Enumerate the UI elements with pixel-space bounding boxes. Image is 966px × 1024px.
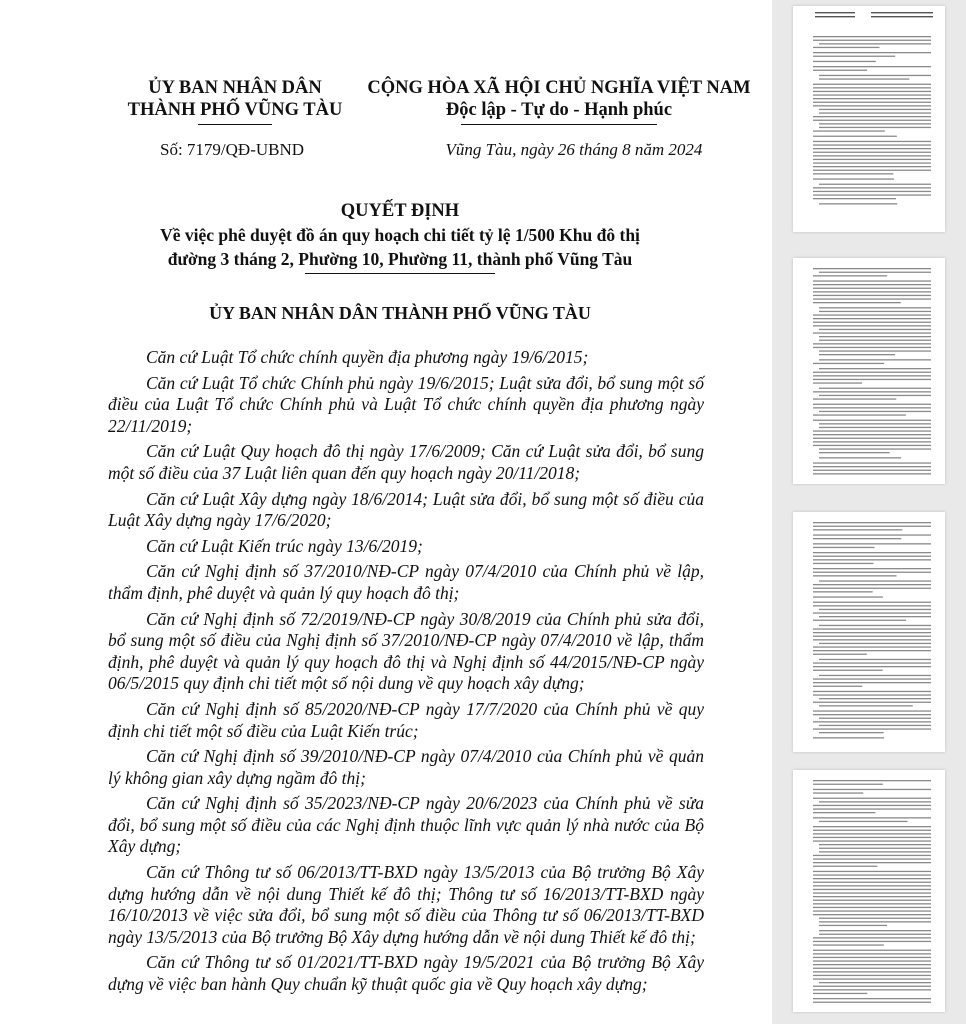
legal-basis-paragraph: Căn cứ Thông tư số 01/2021/TT-BXD ngày 19/5/2021 của Bộ trưởng Bộ Xây dựng về việc ban hành Quy chuẩn kỹ thuật quốc gia về Quy hoạch xây dựng; [108, 952, 704, 995]
thumbnail-text-line [813, 993, 867, 994]
page-thumbnail-4[interactable] [793, 770, 945, 1012]
thumbnail-text-line [813, 120, 931, 121]
thumbnail-text-line [813, 194, 931, 195]
thumbnail-text-line [813, 375, 931, 376]
thumbnail-text-line [813, 691, 931, 692]
thumbnail-text-line [813, 438, 931, 439]
thumbnail-text-line [813, 817, 931, 818]
subtitle-line-1: Về việc phê duyệt đồ án quy hoạch chi tiết tỷ lệ 1/500 Khu đô thị [160, 225, 640, 245]
thumbnail-text-line [813, 632, 931, 633]
thumbnail-text-line [813, 944, 884, 945]
thumbnail-text-line [819, 311, 931, 312]
nation-motto: Độc lập - Tự do - Hạnh phúc [445, 100, 673, 120]
thumbnail-text-line [813, 136, 897, 137]
thumbnail-preview-lines [793, 512, 945, 752]
thumbnail-text-line [813, 441, 931, 442]
thumbnail-text-line [813, 343, 931, 344]
thumbnail-text-line [813, 682, 931, 683]
thumbnail-text-line [813, 971, 931, 972]
thumbnail-text-line [813, 896, 931, 897]
thumbnail-text-line [813, 964, 931, 965]
thumbnail-text-line [813, 639, 931, 640]
thumbnail-text-line [813, 591, 873, 592]
page-thumbnail-2[interactable] [793, 258, 945, 484]
thumbnail-text-line [813, 953, 931, 954]
thumbnail-text-line [819, 109, 931, 110]
thumbnail-text-line [813, 892, 931, 893]
thumbnail-text-line [819, 851, 931, 852]
thumbnail-text-line [813, 792, 863, 793]
thumbnail-text-line [813, 391, 931, 392]
thumbnail-text-line [813, 837, 931, 838]
agency-underline [198, 124, 272, 125]
thumbnail-text-line [819, 659, 931, 660]
thumbnail-text-line [819, 354, 895, 355]
decision-title: QUYẾT ĐỊNH [340, 201, 460, 221]
thumbnail-text-line [813, 605, 931, 606]
thumbnail-text-line [819, 609, 931, 610]
thumbnail-text-line [813, 462, 931, 463]
legal-basis-paragraph: Căn cứ Nghị định số 72/2019/NĐ-CP ngày 30/8/2019 của Chính phủ sửa đổi, bổ sung một số điều của Nghị định số 37/2010/NĐ-CP ngày 07/4/2010 về lập, thẩm định, phê duyệt và quản lý quy hoạch đô thị và Nghị định số 44/2015/NĐ-CP ngày 06/5/2015 quy định chi tiết một số nội dung về quy hoạch xây dựng; [108, 608, 704, 694]
thumbnail-text-line [813, 784, 883, 785]
thumbnail-text-line [819, 921, 931, 922]
thumbnail-text-line [813, 347, 931, 348]
thumbnail-text-line [819, 718, 931, 719]
thumbnail-text-line [813, 563, 873, 564]
thumbnail-text-line [813, 840, 931, 841]
issuing-agency [108, 77, 362, 125]
thumbnail-text-line [819, 821, 908, 822]
thumbnail-text-line [819, 930, 931, 931]
thumbnail-text-line [813, 812, 875, 813]
thumbnail-text-line [813, 198, 896, 199]
thumbnail-text-line [813, 295, 931, 296]
thumbnail-text-line [819, 123, 931, 124]
thumbnail-text-line [813, 575, 897, 576]
thumbnail-text-line [819, 307, 931, 308]
thumbnail-text-line [813, 654, 867, 655]
thumbnail-text-line [813, 568, 931, 569]
thumbnail-text-line [819, 329, 931, 330]
thumbnail-text-line [813, 636, 931, 637]
thumbnail-text-line [813, 302, 901, 303]
thumbnail-text-line [813, 721, 931, 722]
thumbnail-text-line [813, 960, 931, 961]
thumbnail-text-line [819, 934, 931, 935]
thumbnail-text-line [813, 275, 887, 276]
legal-basis-list [108, 347, 704, 1000]
thumbnail-text-line [813, 662, 931, 663]
thumbnail-text-line [813, 968, 931, 969]
thumbnail-text-line [813, 187, 931, 188]
thumbnail-text-line [813, 434, 931, 435]
thumbnail-text-line [813, 116, 931, 117]
thumbnail-text-line [819, 395, 931, 396]
page-thumbnail-3[interactable] [793, 512, 945, 752]
thumbnail-text-line [813, 686, 862, 687]
thumbnail-text-line [813, 678, 931, 679]
thumbnail-text-line [813, 98, 931, 99]
thumbnail-text-line [819, 336, 931, 337]
thumbnail-text-line [813, 56, 895, 57]
subtitle-underline [305, 273, 495, 274]
nation-line-1: CỘNG HÒA XÃ HỘI CHỦ NGHĨA VIỆT NAM [367, 78, 751, 98]
thumbnail-text-line [813, 144, 931, 145]
thumbnail-text-line [813, 914, 931, 915]
thumbnail-text-line [819, 725, 931, 726]
thumbnail-text-line [813, 105, 931, 106]
thumbnail-text-line [813, 170, 931, 171]
authority-heading: ỦY BAN NHÂN DÂN THÀNH PHỐ VŨNG TÀU [209, 303, 591, 323]
thumbnail-text-line [813, 612, 931, 613]
thumbnail-text-line [813, 322, 931, 323]
thumbnail-text-line [819, 75, 931, 76]
thumbnail-text-line [813, 141, 931, 142]
thumbnail-text-line [813, 84, 931, 85]
thumbnail-text-line [813, 155, 931, 156]
thumbnail-text-line [813, 473, 931, 474]
thumbnail-text-line [813, 314, 931, 315]
thumbnail-text-line [813, 191, 931, 192]
thumbnail-text-line [813, 534, 931, 535]
thumbnail-text-line [819, 848, 931, 849]
thumbnail-text-line [819, 705, 913, 706]
thumbnail-text-line [819, 925, 887, 926]
thumbnail-preview-lines [793, 6, 945, 232]
thumbnail-text-line [813, 808, 931, 809]
thumbnail-text-line [813, 805, 931, 806]
thumbnail-text-line [813, 650, 931, 651]
thumbnail-text-line [813, 780, 931, 781]
legal-basis-paragraph: Căn cứ Nghị định số 39/2010/NĐ-CP ngày 07/4/2010 của Chính phủ về quản lý không gian xây dựng ngầm đô thị; [108, 746, 704, 788]
thumbnail-text-line [813, 166, 931, 167]
thumbnail-text-line [813, 584, 931, 585]
thumbnail-text-line [813, 445, 931, 446]
agency-line-1: ỦY BAN NHÂN DÂN [148, 78, 322, 98]
thumbnail-text-line [813, 874, 931, 875]
agency-line-2: THÀNH PHỐ VŨNG TÀU [127, 100, 343, 120]
thumbnail-text-line [813, 878, 931, 879]
thumbnail-text-line [819, 982, 931, 983]
thumbnail-text-line [813, 268, 931, 269]
thumbnail-text-line [813, 543, 931, 544]
thumbnail-text-line [813, 866, 877, 867]
thumbnail-text-line [819, 643, 931, 644]
legal-basis-paragraph: Căn cứ Luật Xây dựng ngày 18/6/2014; Luật sửa đổi, bổ sung một số điều của Luật Xây dựng ngày 17/6/2020; [108, 488, 704, 531]
thumbnail-text-line [813, 470, 931, 471]
thumbnail-text-line [813, 937, 931, 938]
thumbnail-text-line [813, 798, 931, 799]
page-thumbnail-strip [772, 0, 966, 1024]
thumbnail-text-line [819, 411, 931, 412]
thumbnail-text-line [813, 466, 931, 467]
thumbnail-text-line [813, 862, 931, 863]
thumbnail-text-line [813, 94, 931, 95]
legal-basis-paragraph: Căn cứ Luật Quy hoạch đô thị ngày 17/6/2009; Căn cứ Luật sửa đổi, bổ sung một số điều của 37 Luật liên quan đến quy hoạch ngày 20/11/2018; [108, 441, 704, 483]
thumbnail-text-line [813, 398, 896, 399]
thumbnail-text-line [819, 448, 931, 449]
thumbnail-text-line [813, 420, 931, 421]
thumbnail-text-line [813, 620, 906, 621]
thumbnail-text-line [813, 602, 931, 603]
thumbnail-text-line [813, 280, 931, 281]
thumbnail-text-line [813, 379, 931, 380]
thumbnail-text-line [813, 666, 931, 667]
thumbnail-text-line [819, 675, 931, 676]
motto-underline [461, 124, 657, 125]
thumbnail-text-line [813, 628, 931, 629]
thumbnail-text-line [813, 47, 879, 48]
thumbnail-text-line [813, 694, 931, 695]
thumbnail-text-line [813, 646, 931, 647]
national-header [356, 77, 762, 125]
thumbnail-text-line [813, 152, 931, 153]
legal-basis-paragraph: Căn cứ Luật Tổ chức chính quyền địa phương ngày 19/6/2015; [146, 347, 589, 367]
thumbnail-text-line [813, 789, 931, 790]
thumbnail-text-line [813, 702, 931, 703]
thumbnail-text-line [813, 40, 931, 41]
thumbnail-text-line [819, 844, 931, 845]
thumbnail-preview-lines [793, 258, 945, 484]
thumbnail-text-line [813, 830, 931, 831]
thumbnail-preview-lines [793, 770, 945, 1012]
thumbnail-text-line [819, 203, 897, 204]
thumbnail-text-line [819, 427, 931, 428]
thumbnail-text-line [819, 698, 931, 699]
thumbnail-text-line [813, 318, 931, 319]
thumbnail-text-line [813, 957, 931, 958]
thumbnail-text-line [813, 1002, 931, 1003]
thumbnail-text-line [813, 871, 931, 872]
thumbnail-text-line [813, 556, 931, 557]
thumbnail-text-line [813, 325, 931, 326]
thumbnail-text-line [813, 284, 931, 285]
thumbnail-text-line [813, 670, 883, 671]
thumbnail-text-line [813, 826, 931, 827]
thumbnail-text-line [813, 52, 931, 53]
thumbnail-text-line [819, 350, 931, 351]
thumbnail-text-line [819, 732, 884, 733]
legal-basis-paragraph: Căn cứ Nghị định số 35/2023/NĐ-CP ngày 20/6/2023 của Chính phủ về sửa đổi, bổ sung một số điều của các Nghị định thuộc lĩnh vực quản lý nhà nước của Bộ Xây dựng; [108, 793, 704, 857]
thumbnail-text-line [819, 457, 901, 458]
thumbnail-text-line [813, 975, 931, 976]
thumbnail-text-line [813, 148, 931, 149]
thumbnail-text-line [819, 112, 931, 113]
thumbnail-text-line [813, 522, 931, 523]
thumbnail-text-line [813, 36, 931, 37]
thumbnail-text-line [819, 625, 931, 626]
thumbnail-text-line [813, 907, 931, 908]
legal-basis-paragraph: Căn cứ Nghị định số 37/2010/NĐ-CP ngày 07/4/2010 của Chính phủ về lập, thẩm định, phê duyệt và quản lý quy hoạch đô thị; [108, 561, 704, 603]
thumbnail-text-line [813, 728, 931, 729]
thumbnail-text-line [813, 66, 931, 67]
legal-basis-paragraph: Căn cứ Thông tư số 06/2013/TT-BXD ngày 13/5/2013 của Bộ trưởng Bộ Xây dựng hướng dẫn về nội dung Thiết kế đô thị; Thông tư số 16/2013/TT-BXD ngày 16/10/2013 về việc sửa đổi, bổ sung một số điều của Thông tư số 06/2013/TT-BXD ngày 13/5/2013 của Bộ trưởng Bộ Xây dựng hướng dẫn về nội dung Thiết kế đô thị; [108, 862, 704, 947]
thumbnail-text-line [813, 978, 931, 979]
thumbnail-text-line [813, 903, 931, 904]
thumbnail-text-line [813, 572, 931, 573]
subtitle-line-2: đường 3 tháng 2, Phường 10, Phường 11, thành phố Vũng Tàu [167, 249, 633, 269]
thumbnail-text-line [813, 998, 931, 999]
thumbnail-text-line [819, 272, 931, 273]
thumbnail-text-line [819, 616, 931, 617]
thumbnail-text-line [813, 363, 884, 364]
thumbnail-text-line [813, 910, 931, 911]
thumbnail-text-line [813, 173, 893, 174]
thumbnail-text-line [813, 159, 931, 160]
thumbnail-text-line [813, 858, 931, 859]
thumbnail-text-line [813, 559, 931, 560]
thumbnail-text-line [813, 430, 931, 431]
document-number: Số: 7179/QĐ-UBND [160, 140, 305, 159]
thumbnail-text-line [813, 552, 931, 553]
thumbnail-text-line [813, 178, 894, 179]
thumbnail-text-line [813, 298, 931, 299]
thumbnail-text-line [813, 529, 902, 530]
thumbnail-text-line [813, 332, 931, 333]
thumbnail-text-line [813, 547, 875, 548]
thumbnail-text-line [813, 382, 862, 383]
thumbnail-text-line [813, 950, 931, 951]
thumbnail-text-line [813, 710, 931, 711]
thumbnail-text-line [819, 388, 931, 389]
thumbnail-text-line [813, 833, 931, 834]
decision-subtitle [110, 223, 690, 274]
thumbnail-text-line [819, 43, 931, 44]
thumbnail-text-line [819, 580, 931, 581]
legal-basis-paragraph: Căn cứ Luật Tổ chức Chính phủ ngày 19/6/2015; Luật sửa đổi, bổ sung một số điều của Luật Tổ chức Chính phủ và Luật Tổ chức chính quyền địa phương ngày 22/11/2019; [108, 372, 704, 436]
thumbnail-text-line [813, 291, 931, 292]
document-date: Vũng Tàu, ngày 26 tháng 8 năm 2024 [445, 140, 703, 159]
thumbnail-text-line [813, 588, 931, 589]
thumbnail-text-line [819, 340, 931, 341]
thumbnail-text-line [813, 404, 931, 405]
thumbnail-text-line [819, 78, 909, 79]
thumbnail-text-line [813, 596, 883, 597]
thumbnail-text-line [813, 130, 885, 131]
thumbnail-text-line [813, 526, 931, 527]
thumbnail-text-line [813, 900, 931, 901]
thumbnail-text-line [813, 737, 884, 738]
thumbnail-text-line [813, 889, 931, 890]
thumbnail-text-line [819, 918, 931, 919]
thumbnail-text-line [813, 989, 931, 990]
page-thumbnail-1[interactable] [793, 6, 945, 232]
thumbnail-text-line [813, 162, 931, 163]
thumbnail-text-line [819, 801, 931, 802]
legal-basis-paragraph: Căn cứ Nghị định số 85/2020/NĐ-CP ngày 17/7/2020 của Chính phủ về quy định chi tiết một số điều của Luật Kiến trúc; [108, 698, 704, 741]
thumbnail-text-line [813, 414, 906, 415]
thumbnail-text-line [813, 61, 876, 62]
thumbnail-text-line [813, 855, 931, 856]
thumbnail-text-line [813, 372, 931, 373]
thumbnail-text-line [819, 452, 890, 453]
thumbnail-text-line [819, 423, 931, 424]
thumbnail-text-line [819, 127, 931, 128]
thumbnail-text-line [813, 87, 931, 88]
thumbnail-text-line [813, 91, 931, 92]
thumbnail-text-line [813, 288, 931, 289]
thumbnail-text-line [813, 407, 931, 408]
thumbnail-text-line [813, 538, 901, 539]
legal-basis-paragraph: Căn cứ Luật Kiến trúc ngày 13/6/2019; [146, 535, 423, 556]
thumbnail-text-line [813, 986, 931, 987]
thumbnail-text-line [819, 184, 931, 185]
thumbnail-text-line [819, 368, 931, 369]
thumbnail-text-line [813, 714, 931, 715]
thumbnail-text-line [813, 70, 867, 71]
thumbnail-text-line [813, 941, 931, 942]
thumbnail-text-line [819, 359, 931, 360]
thumbnail-text-line [813, 885, 931, 886]
thumbnail-text-line [813, 882, 931, 883]
thumbnail-text-line [813, 102, 931, 103]
